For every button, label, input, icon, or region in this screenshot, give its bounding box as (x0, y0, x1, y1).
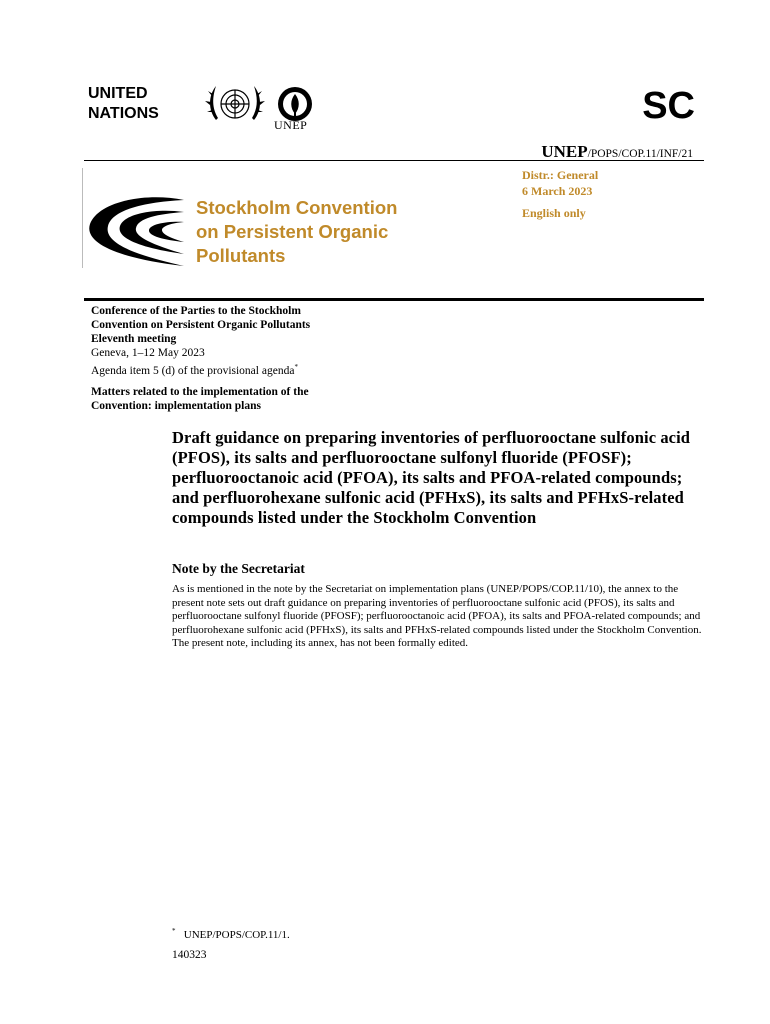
document-symbol (541, 142, 693, 162)
org-name-line1: UNITED (88, 85, 148, 102)
un-emblem-icon (204, 80, 266, 132)
series-code: SC (642, 85, 695, 127)
note-heading: Note by the Secretariat (172, 561, 305, 576)
distribution-label: Distr.: General (522, 168, 599, 182)
meeting-line1: Conference of the Parties to the Stockholm (91, 305, 301, 317)
logo-divider (82, 168, 83, 268)
section-rule (84, 298, 704, 301)
org-name-line2: NATIONS (88, 105, 159, 122)
unep-label: UNEP (274, 118, 308, 132)
symbol-rest: /POPS/COP.11/INF/21 (587, 148, 693, 160)
footnote (172, 924, 290, 942)
footnote-text: UNEP/POPS/COP.11/1. (183, 929, 290, 941)
convention-title-line2: on Persistent Organic (196, 221, 389, 242)
convention-title-line3: Pollutants (196, 245, 286, 266)
document-title: Draft guidance on preparing inventories of perfluorooctane sulfonic acid (PFOS), its salts and perfluorooctane sulfonyl fluoride (PFOSF); perfluorooctanoic acid (PFOA), its salts and PFOA-related compounds; and perfluorohexane sulfonic acid (PFHxS), its salts and PFHxS-related compounds listed under the Stockholm Convention (172, 428, 691, 527)
distribution-date: 6 March 2023 (522, 184, 593, 198)
agenda-item (91, 360, 411, 378)
convention-title-line1: Stockholm Convention (196, 197, 398, 218)
org-name (88, 84, 208, 124)
agenda-item-text: Agenda item 5 (d) of the provisional agenda (91, 365, 295, 377)
meeting-info (91, 304, 411, 413)
convention-title (196, 196, 456, 268)
meeting-session: Eleventh meeting (91, 333, 177, 345)
note-body: As is mentioned in the note by the Secretariat on implementation plans (UNEP/POPS/COP.11/10), the annex to the present note sets out draft guidance on preparing inventories of perfluorooctane sulfonic acid (PFOS), its salts and perfluorooctane sulfonyl fluoride (PFOSF); perfluorooctanoic acid (PFOA), its salts and PFOA-related compounds; and perfluorohexane sulfonic acid (PFHxS), its salts and PFHxS-related compounds listed under the Stockholm Convention. The present note, including its annex, has not been formally edited. (172, 583, 702, 650)
agenda-footnote-mark: * (294, 363, 298, 371)
header-rule (84, 160, 704, 161)
distribution-block (522, 167, 702, 221)
stockholm-convention-logo-icon (84, 194, 188, 270)
meeting-line2: Convention on Persistent Organic Pollutants (91, 319, 311, 331)
symbol-prefix: UNEP (541, 142, 588, 161)
meeting-place-date: Geneva, 1–12 May 2023 (91, 347, 205, 359)
footnote-mark: * (172, 927, 176, 935)
job-number: 140323 (172, 949, 207, 961)
matter-line2: Convention: implementation plans (91, 400, 261, 412)
distribution-language: English only (522, 206, 586, 220)
matter-line1: Matters related to the implementation of the (91, 386, 309, 398)
